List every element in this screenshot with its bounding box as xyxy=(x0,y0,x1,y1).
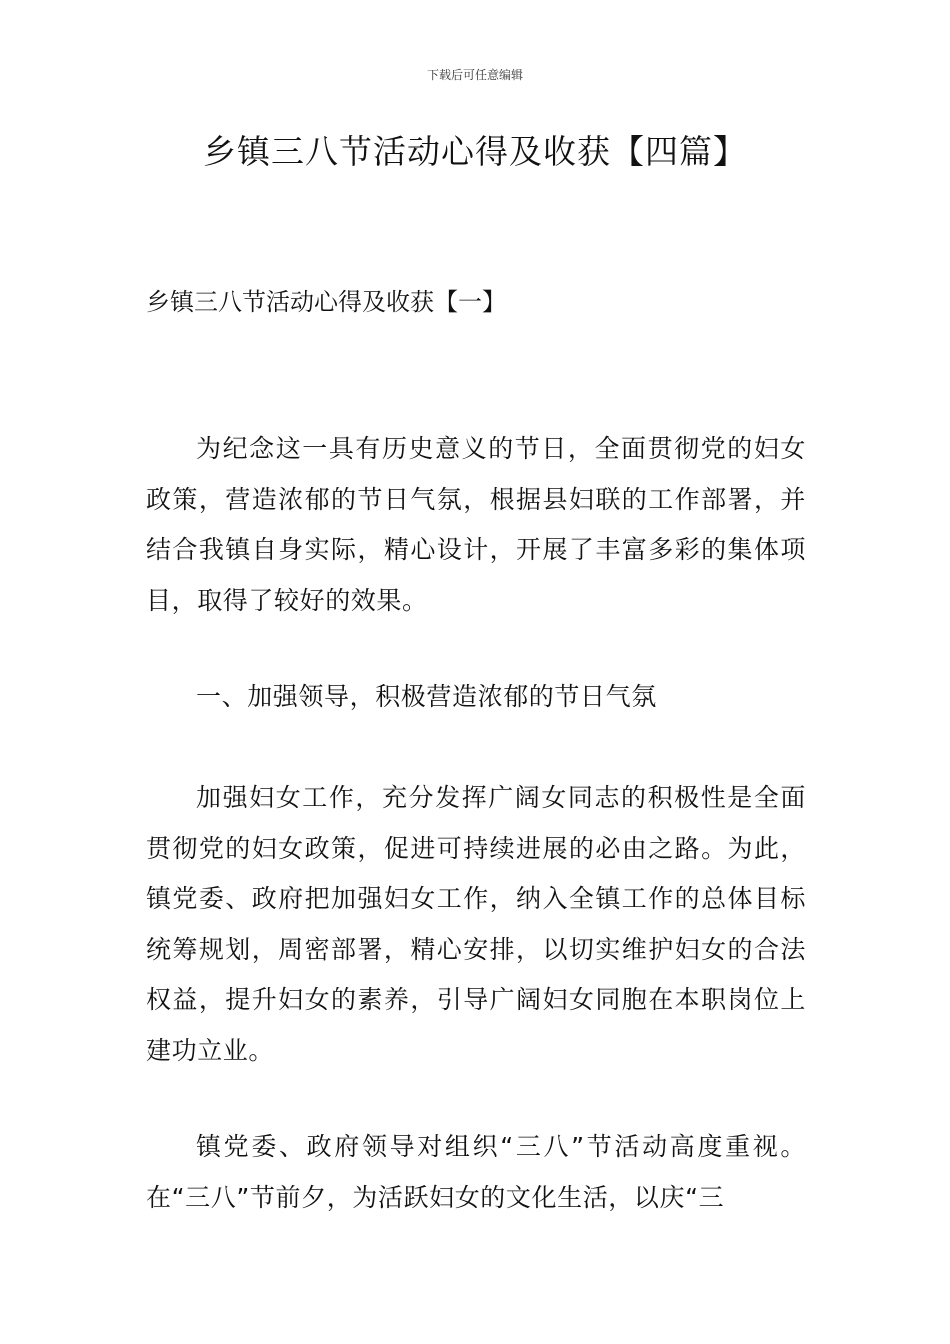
paragraph-intro: 为纪念这一具有历史意义的节日，全面贯彻党的妇女政策，营造浓郁的节日气氛，根据县妇联的工作部署，并结合我镇自身实际，精心设计，开展了丰富多彩的集体项目，取得了较好的效果。 xyxy=(146,434,806,615)
document-title: 乡镇三八节活动心得及收获【四篇】 xyxy=(203,132,747,171)
section-title: 乡镇三八节活动心得及收获【一】 xyxy=(146,288,506,316)
paragraph-party-committee: 镇党委、政府领导对组织“三八”节活动高度重视。在“三八”节前夕，为活跃妇女的文化生活，以庆“三 xyxy=(146,1132,806,1212)
paragraph-leadership: 加强妇女工作，充分发挥广阔女同志的积极性是全面贯彻党的妇女政策，促进可持续进展的必由之路。为此，镇党委、政府把加强妇女工作，纳入全镇工作的总体目标统筹规划，周密部署，精心安排，以切实维护妇女的合法权益，提升妇女的素养，引导广阔妇女同胞在本职岗位上建功立业。 xyxy=(146,783,806,1065)
subheading-one: 一、加强领导，积极营造浓郁的节日气氛 xyxy=(196,682,657,711)
header-note: 下载后可任意编辑 xyxy=(426,68,523,82)
